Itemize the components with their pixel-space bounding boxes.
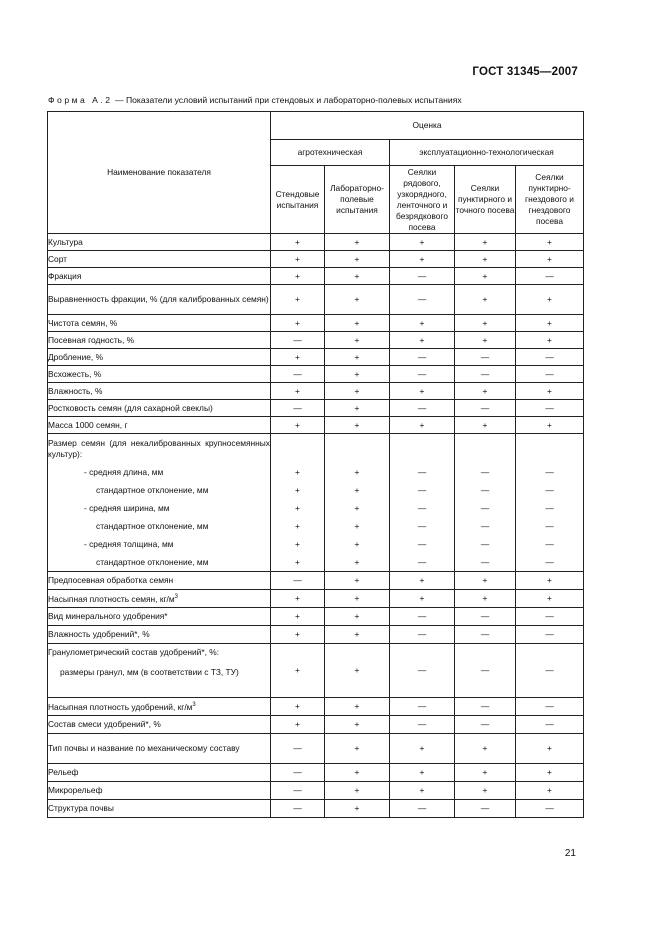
mark-cell: — — [390, 366, 455, 383]
row-name: Вид минерального удобрения* — [48, 608, 271, 626]
mark-cell: + — [325, 644, 390, 698]
mark-cell: + — [390, 417, 455, 434]
mark-cell: + — [271, 315, 325, 332]
mark-cell: + — [325, 400, 390, 417]
row-name: Фракция — [48, 268, 271, 285]
document-code: ГОСТ 31345—2007 — [472, 66, 578, 78]
table-row — [48, 464, 584, 482]
mark-cell: + — [516, 234, 584, 251]
header-agrotechnical: агротехническая — [271, 140, 390, 166]
mark-cell: + — [325, 764, 390, 782]
mark-cell: — — [390, 800, 455, 818]
table-row — [48, 482, 584, 500]
mark-cell: — — [271, 572, 325, 590]
table-row — [48, 268, 584, 285]
mark-cell: + — [325, 315, 390, 332]
mark-cell: — — [390, 400, 455, 417]
mark-cell: + — [516, 764, 584, 782]
mark-cell-empty — [516, 434, 584, 464]
table-row — [48, 417, 584, 434]
mark-cell: — — [516, 608, 584, 626]
mark-cell: — — [516, 366, 584, 383]
mark-cell: — — [516, 482, 584, 500]
row-name: Влажность, % — [48, 383, 271, 400]
mark-cell: — — [455, 608, 516, 626]
mark-cell: — — [390, 518, 455, 536]
table-row — [48, 285, 584, 315]
mark-cell: + — [271, 500, 325, 518]
mark-cell: + — [516, 285, 584, 315]
mark-cell: + — [325, 572, 390, 590]
mark-cell: — — [516, 500, 584, 518]
mark-cell: + — [325, 366, 390, 383]
row-name: Всхожесть, % — [48, 366, 271, 383]
mark-cell: — — [271, 734, 325, 764]
mark-cell: — — [271, 800, 325, 818]
table-row — [48, 626, 584, 644]
mark-cell: + — [390, 315, 455, 332]
mark-cell: + — [325, 234, 390, 251]
mark-cell: + — [325, 800, 390, 818]
mark-cell: + — [390, 572, 455, 590]
mark-cell: + — [271, 518, 325, 536]
mark-cell: + — [516, 417, 584, 434]
row-name: Выравненность фракции, % (для калиброванных семян) — [48, 285, 271, 315]
mark-cell: — — [271, 782, 325, 800]
mark-cell: + — [455, 590, 516, 608]
superscript: 3 — [192, 702, 196, 709]
row-name-text: Насыпная плотность семян, кг/м — [48, 593, 175, 604]
mark-cell: — — [455, 554, 516, 572]
table-row — [48, 716, 584, 734]
mark-cell: — — [455, 366, 516, 383]
row-name: Тип почвы и название по механическому составу — [48, 734, 271, 764]
table-row — [48, 608, 584, 626]
mark-cell: — — [455, 716, 516, 734]
mark-cell: — — [271, 400, 325, 417]
mark-cell: — — [516, 800, 584, 818]
mark-cell: — — [455, 644, 516, 698]
mark-cell: + — [455, 417, 516, 434]
row-name: Структура почвы — [48, 800, 271, 818]
mark-cell: + — [325, 482, 390, 500]
row-name: - средняя ширина, мм — [48, 500, 271, 518]
mark-cell: — — [390, 608, 455, 626]
table-caption — [48, 95, 462, 105]
mark-cell: — — [516, 644, 584, 698]
mark-cell: — — [390, 698, 455, 716]
row-subname-text: размеры гранул, мм (в соответствии с ТЗ, ТУ) — [60, 667, 239, 677]
table-row — [48, 782, 584, 800]
table-row — [48, 554, 584, 572]
mark-cell: + — [455, 251, 516, 268]
mark-cell: — — [455, 349, 516, 366]
row-name: Предпосевная обработка семян — [48, 572, 271, 590]
mark-cell: + — [325, 698, 390, 716]
table-body — [48, 234, 584, 818]
mark-cell: + — [271, 608, 325, 626]
mark-cell: + — [516, 782, 584, 800]
mark-cell: + — [271, 268, 325, 285]
mark-cell: + — [271, 349, 325, 366]
table-row — [48, 400, 584, 417]
mark-cell: + — [325, 383, 390, 400]
mark-cell: + — [455, 315, 516, 332]
mark-cell: + — [271, 417, 325, 434]
mark-cell: — — [455, 698, 516, 716]
page-number: 21 — [564, 848, 576, 859]
mark-cell: + — [455, 383, 516, 400]
row-name: - средняя толщина, мм — [48, 536, 271, 554]
table-row — [48, 644, 584, 698]
mark-cell: — — [390, 716, 455, 734]
mark-cell-empty — [390, 434, 455, 464]
table-row — [48, 383, 584, 400]
mark-cell: + — [516, 315, 584, 332]
mark-cell: + — [390, 734, 455, 764]
table-row — [48, 234, 584, 251]
header-indicator-name: Наименование показателя — [48, 112, 271, 234]
mark-cell: — — [390, 536, 455, 554]
mark-cell: — — [455, 464, 516, 482]
mark-cell: — — [516, 626, 584, 644]
mark-cell: — — [516, 536, 584, 554]
table-row — [48, 251, 584, 268]
row-name: Масса 1000 семян, г — [48, 417, 271, 434]
table-row — [48, 518, 584, 536]
form-label: Форма А.2 — [48, 95, 113, 105]
mark-cell: + — [325, 608, 390, 626]
mark-cell: + — [271, 234, 325, 251]
row-name — [48, 590, 271, 608]
mark-cell: + — [516, 590, 584, 608]
mark-cell: + — [325, 251, 390, 268]
row-name: Микрорельеф — [48, 782, 271, 800]
mark-cell: + — [516, 332, 584, 349]
row-name: Влажность удобрений*, % — [48, 626, 271, 644]
mark-cell: + — [325, 626, 390, 644]
row-name-text: Насыпная плотность удобрений, кг/м — [48, 701, 193, 712]
mark-cell: — — [455, 800, 516, 818]
mark-cell: — — [516, 400, 584, 417]
row-name: Ростковость семян (для сахарной свеклы) — [48, 400, 271, 417]
row-name: Культура — [48, 234, 271, 251]
row-name: Чистота семян, % — [48, 315, 271, 332]
row-name: - средняя длина, мм — [48, 464, 271, 482]
mark-cell: + — [325, 349, 390, 366]
row-name: Посевная годность, % — [48, 332, 271, 349]
mark-cell: + — [325, 285, 390, 315]
mark-cell: — — [516, 698, 584, 716]
mark-cell: + — [271, 554, 325, 572]
mark-cell: + — [325, 518, 390, 536]
mark-cell: + — [325, 464, 390, 482]
row-name: стандартное отклонение, мм — [48, 482, 271, 500]
mark-cell: — — [271, 764, 325, 782]
mark-cell: + — [325, 590, 390, 608]
mark-cell: + — [455, 285, 516, 315]
mark-cell: — — [455, 518, 516, 536]
table-row — [48, 500, 584, 518]
mark-cell: — — [271, 332, 325, 349]
mark-cell: — — [390, 644, 455, 698]
mark-cell: + — [455, 782, 516, 800]
row-name: стандартное отклонение, мм — [48, 518, 271, 536]
mark-cell: — — [455, 536, 516, 554]
mark-cell: — — [455, 626, 516, 644]
row-name-text: Гранулометрический состав удобрений*, %: — [48, 647, 220, 657]
row-name: стандартное отклонение, мм — [48, 554, 271, 572]
header-dotted-seeders: Сеялки пунктирного и точного посева — [455, 166, 516, 234]
header-stand-tests: Стендовые испытания — [271, 166, 325, 234]
mark-cell: — — [390, 554, 455, 572]
mark-cell: + — [271, 285, 325, 315]
mark-cell: + — [325, 734, 390, 764]
mark-cell: + — [455, 734, 516, 764]
header-row-seeders: Сеялки рядового, узкорядного, ленточного и безрядкового посева — [390, 166, 455, 234]
mark-cell: + — [271, 464, 325, 482]
mark-cell: — — [271, 366, 325, 383]
caption-text: — Показатели условий испытаний при стендовых и лабораторно-полевых испытаниях — [112, 95, 462, 105]
mark-cell: + — [390, 383, 455, 400]
table-row — [48, 349, 584, 366]
superscript: 3 — [174, 594, 178, 601]
mark-cell: + — [390, 590, 455, 608]
mark-cell: + — [271, 644, 325, 698]
table-row — [48, 315, 584, 332]
mark-cell: — — [390, 500, 455, 518]
header-evaluation: Оценка — [271, 112, 584, 140]
table-row — [48, 434, 584, 464]
row-name: Состав смеси удобрений*, % — [48, 716, 271, 734]
mark-cell: + — [325, 332, 390, 349]
row-name: Дробление, % — [48, 349, 271, 366]
mark-cell: + — [271, 251, 325, 268]
mark-cell: + — [325, 716, 390, 734]
mark-cell: — — [390, 464, 455, 482]
mark-cell: — — [390, 482, 455, 500]
mark-cell: + — [325, 268, 390, 285]
mark-cell: + — [325, 554, 390, 572]
mark-cell: — — [455, 482, 516, 500]
row-name: Размер семян (для некалиброванных крупносемянных культур): — [48, 434, 271, 464]
mark-cell: — — [516, 268, 584, 285]
mark-cell: — — [516, 554, 584, 572]
table-row — [48, 698, 584, 716]
mark-cell: + — [390, 234, 455, 251]
mark-cell-empty — [325, 434, 390, 464]
mark-cell: + — [516, 572, 584, 590]
mark-cell: — — [390, 349, 455, 366]
mark-cell-empty — [455, 434, 516, 464]
mark-cell: — — [455, 500, 516, 518]
mark-cell: + — [271, 482, 325, 500]
mark-cell: + — [516, 251, 584, 268]
mark-cell: + — [390, 332, 455, 349]
table-row — [48, 366, 584, 383]
mark-cell: — — [516, 716, 584, 734]
mark-cell: + — [516, 383, 584, 400]
mark-cell: — — [516, 464, 584, 482]
mark-cell: — — [390, 626, 455, 644]
table-row — [48, 536, 584, 554]
row-name — [48, 698, 271, 716]
mark-cell: + — [325, 417, 390, 434]
row-name: Сорт — [48, 251, 271, 268]
mark-cell: — — [390, 268, 455, 285]
mark-cell: + — [455, 764, 516, 782]
mark-cell: + — [390, 251, 455, 268]
mark-cell-empty — [271, 434, 325, 464]
mark-cell: + — [325, 782, 390, 800]
mark-cell: + — [271, 716, 325, 734]
mark-cell: + — [390, 764, 455, 782]
mark-cell: + — [325, 536, 390, 554]
table-row — [48, 764, 584, 782]
row-name — [48, 644, 271, 698]
header-nest-seeders: Сеялки пунктирно-гнездового и гнездового посева — [516, 166, 584, 234]
mark-cell: + — [516, 734, 584, 764]
mark-cell: — — [516, 349, 584, 366]
table-row — [48, 734, 584, 764]
mark-cell: + — [271, 590, 325, 608]
mark-cell: + — [271, 383, 325, 400]
mark-cell: + — [455, 332, 516, 349]
mark-cell: + — [455, 234, 516, 251]
table-row — [48, 332, 584, 349]
table-row — [48, 590, 584, 608]
mark-cell: + — [390, 782, 455, 800]
mark-cell: + — [455, 572, 516, 590]
mark-cell: — — [455, 400, 516, 417]
mark-cell: + — [271, 698, 325, 716]
mark-cell: + — [271, 626, 325, 644]
conditions-table — [47, 111, 584, 818]
mark-cell: + — [455, 268, 516, 285]
mark-cell: + — [325, 500, 390, 518]
mark-cell: — — [390, 285, 455, 315]
mark-cell: — — [516, 518, 584, 536]
row-name: Рельеф — [48, 764, 271, 782]
table-row — [48, 800, 584, 818]
header-lab-field-tests: Лабораторно-полевые испытания — [325, 166, 390, 234]
header-operational: эксплуатационно-технологическая — [390, 140, 584, 166]
table-row — [48, 572, 584, 590]
mark-cell: + — [271, 536, 325, 554]
